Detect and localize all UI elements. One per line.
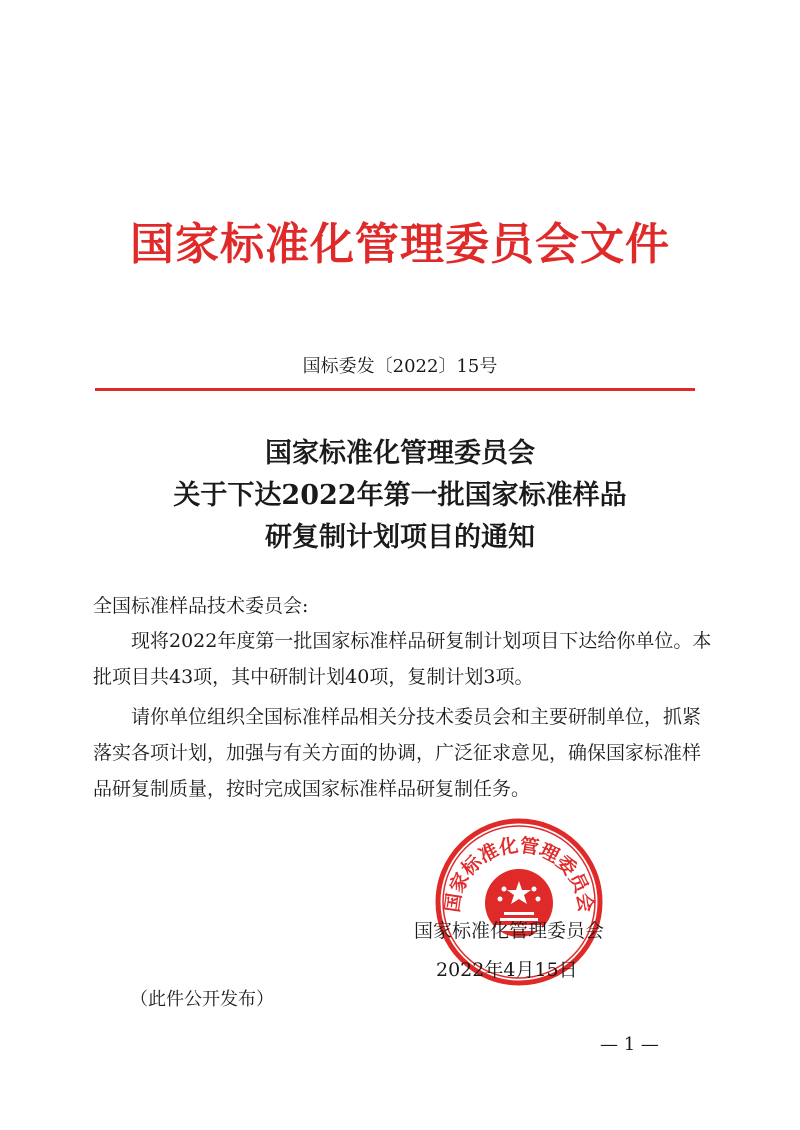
seal-lettering: 国家标准化管理委员会 (441, 834, 597, 914)
addressee: 全国标准样品技术委员会: (93, 595, 309, 617)
page-number: — 1 — (600, 1034, 659, 1055)
title-line-1: 国家标准化管理委员会 (265, 438, 535, 469)
body-paragraph-2: 请你单位组织全国标准样品相关分技术委员会和主要研制单位，抓紧落实各项计划，加强与有关方面的协调，广泛征求意见，确保国家标准样品研复制质量，按时完成国家标准样品研复制任务。 (93, 706, 702, 800)
red-divider (95, 388, 695, 391)
notice-title (0, 433, 800, 559)
document-number: 国标委发〔2022〕15号 (302, 356, 498, 377)
body-text (93, 623, 713, 811)
publish-note: （此件公开发布） (130, 989, 274, 1010)
issuer-signature: 国家标准化管理委员会 (414, 920, 605, 942)
body-paragraph-1: 现将2022年度第一批国家标准样品研复制计划项目下达给你单位。本批项目共43项，其中研制计划40项，复制计划3项。 (93, 630, 712, 688)
masthead: 国家标准化管理委员会文件 (130, 219, 670, 270)
title-line-3: 研复制计划项目的通知 (265, 522, 535, 553)
issue-date: 2022年4月15日 (436, 959, 578, 981)
title-line-2: 关于下达2022年第一批国家标准样品 (173, 480, 627, 511)
